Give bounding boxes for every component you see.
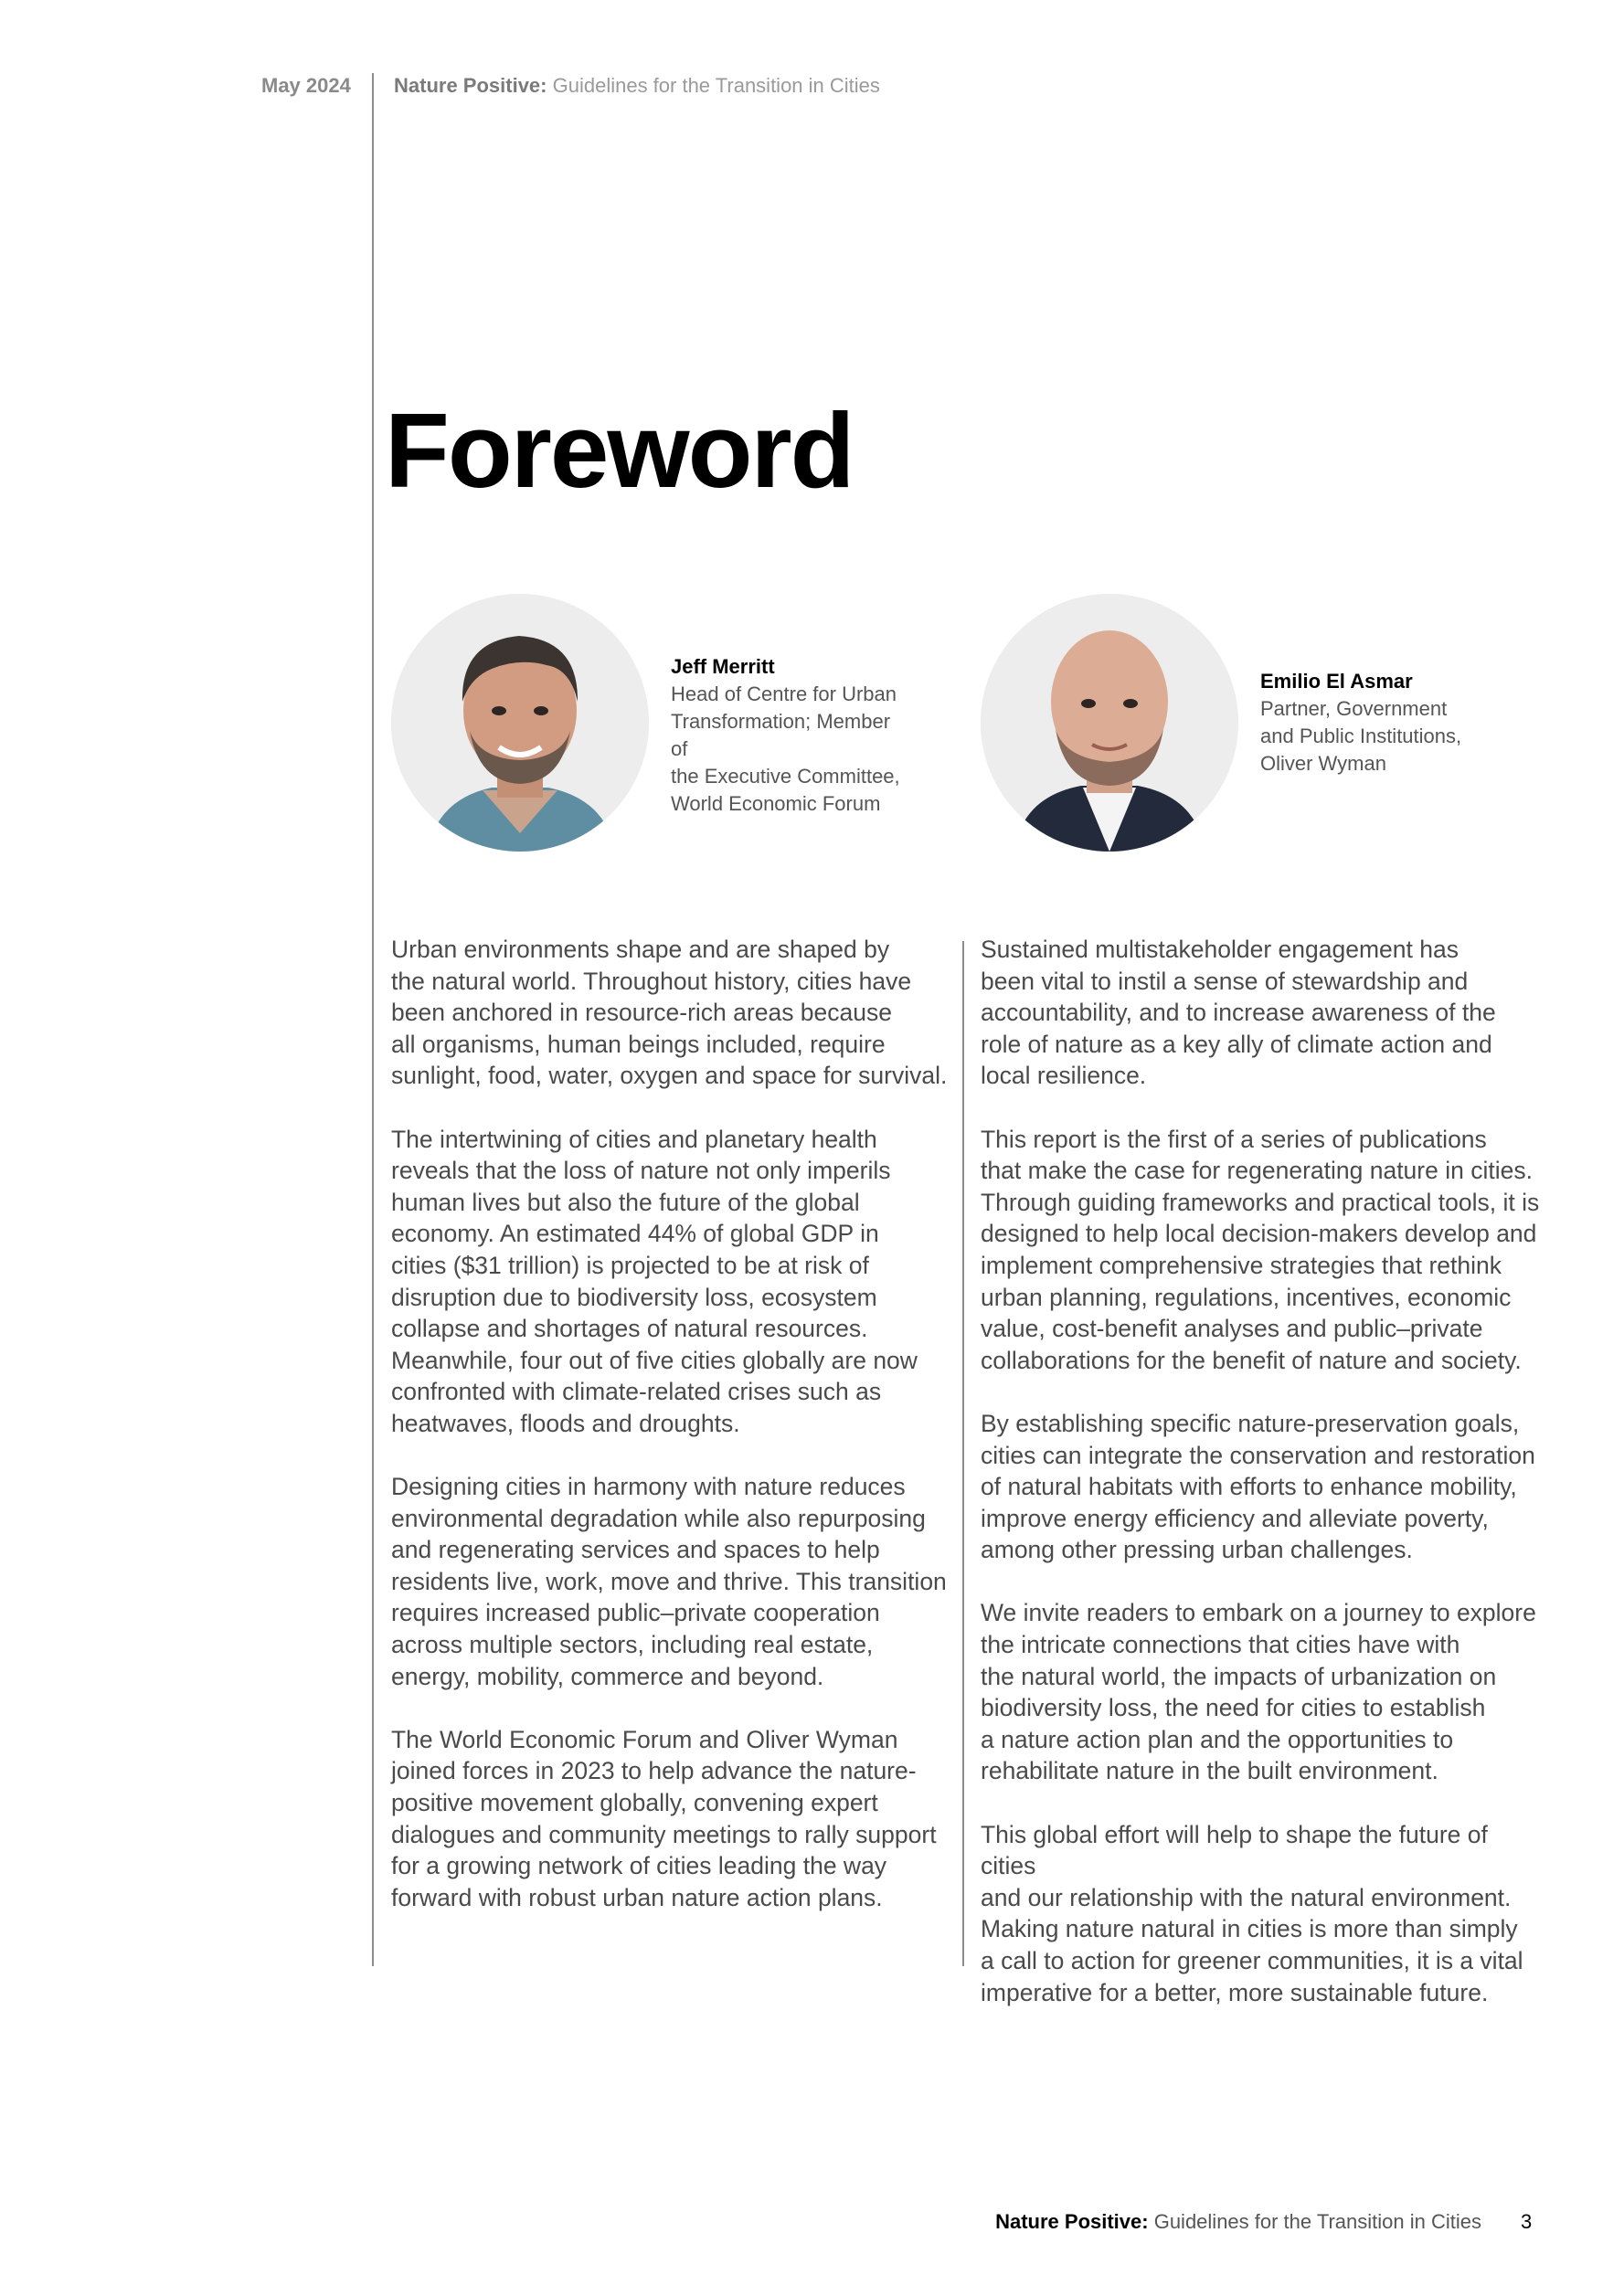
author-name: Jeff Merritt bbox=[671, 655, 775, 678]
author-info-emilio-el-asmar bbox=[1260, 668, 1498, 778]
body-paragraph: The World Economic Forum and Oliver Wyman joined forces in 2023 to help advance the nature- positive movement globally, convening expert dialogues and community meetings to rally support for a growing network of cities leading the way forward with robust urban nature action plans. bbox=[391, 1725, 937, 1911]
body-paragraph: By establishing specific nature-preservation goals, cities can integrate the conservation and restoration of natural habitats with efforts to enhance mobility, improve energy efficiency and alleviate poverty, among other pressing urban challenges. bbox=[981, 1409, 1535, 1564]
column-divider bbox=[962, 941, 964, 1966]
body-paragraph: We invite readers to embark on a journey to explore the intricate connections that cities have with the natural world, the impacts of urbanization on biodiversity loss, the need for cities to establish a nature action plan and the opportunities to rehabilitate nature in the built environment. bbox=[981, 1599, 1536, 1785]
page-header bbox=[0, 72, 1624, 100]
author-role: Partner, Government and Public Institutions, Oliver Wyman bbox=[1260, 697, 1462, 775]
body-paragraph: Designing cities in harmony with nature reduces environmental degradation while also repurposing and regenerating services and spaces to help residents live, work, move and thrive. This transition requires increased public–private cooperation across multiple sectors, including real estate, energy, mobility, commerce and beyond. bbox=[391, 1473, 947, 1690]
body-paragraph: This global effort will help to shape the future of cities and our relationship with the natural environment. Making nature natural in cities is more than simply a call to action for greener communities, it is a vital imperative for a better, more sustainable future. bbox=[981, 1820, 1523, 2006]
author-name: Emilio El Asmar bbox=[1260, 670, 1413, 693]
header-title-bold: Nature Positive: bbox=[394, 74, 547, 97]
page-title: Foreword bbox=[385, 391, 854, 510]
body-paragraph: This report is the first of a series of publications that make the case for regenerating nature in cities. Through guiding frameworks and practical tools, it is designed to help local decision-makers develop and implement comprehensive strategies that rethink urban planning, regulations, incentives, economic value, cost-benefit analyses and public–private collaborations for the benefit of nature and society. bbox=[981, 1125, 1540, 1374]
body-paragraph: Sustained multistakeholder engagement has been vital to instil a sense of stewardship and accountability, and to increase awareness of the role of nature as a key ally of climate action and local resilience. bbox=[981, 936, 1496, 1090]
author-role: Head of Centre for Urban Transformation; Member of the Executive Committee, World Economic Forum bbox=[671, 682, 900, 815]
footer-title-bold: Nature Positive: bbox=[995, 2210, 1149, 2233]
body-column-left bbox=[391, 934, 949, 1945]
footer-report-title bbox=[995, 2208, 1481, 2236]
body-paragraph: The intertwining of cities and planetary health reveals that the loss of nature not only imperils human lives but also the future of the global economy. An estimated 44% of global GDP in cities ($31 trillion) is projected to be at risk of disruption due to biodiversity loss, ecosystem collapse and shortages of natural resources. Meanwhile, four out of five cities globally are now confronted with climate-related crises such as heatwaves, floods and droughts. bbox=[391, 1125, 918, 1437]
body-column-right bbox=[981, 934, 1547, 2040]
header-report-title bbox=[394, 72, 880, 100]
header-date: May 2024 bbox=[261, 74, 351, 97]
author-photo-jeff-merritt bbox=[391, 594, 649, 852]
footer-title-rest: Guidelines for the Transition in Cities bbox=[1148, 2210, 1481, 2233]
page-footer bbox=[0, 2208, 1624, 2236]
left-rule bbox=[372, 73, 374, 1966]
header-title-rest: Guidelines for the Transition in Cities bbox=[547, 74, 880, 97]
page-number: 3 bbox=[1521, 2210, 1533, 2233]
body-paragraph: Urban environments shape and are shaped by the natural world. Throughout history, cities have been anchored in resource-rich areas because all organisms, human beings included, require sunlight, food, water, oxygen and space for survival. bbox=[391, 936, 948, 1090]
author-photo-emilio-el-asmar bbox=[981, 594, 1238, 852]
author-info-jeff-merritt bbox=[671, 653, 908, 818]
